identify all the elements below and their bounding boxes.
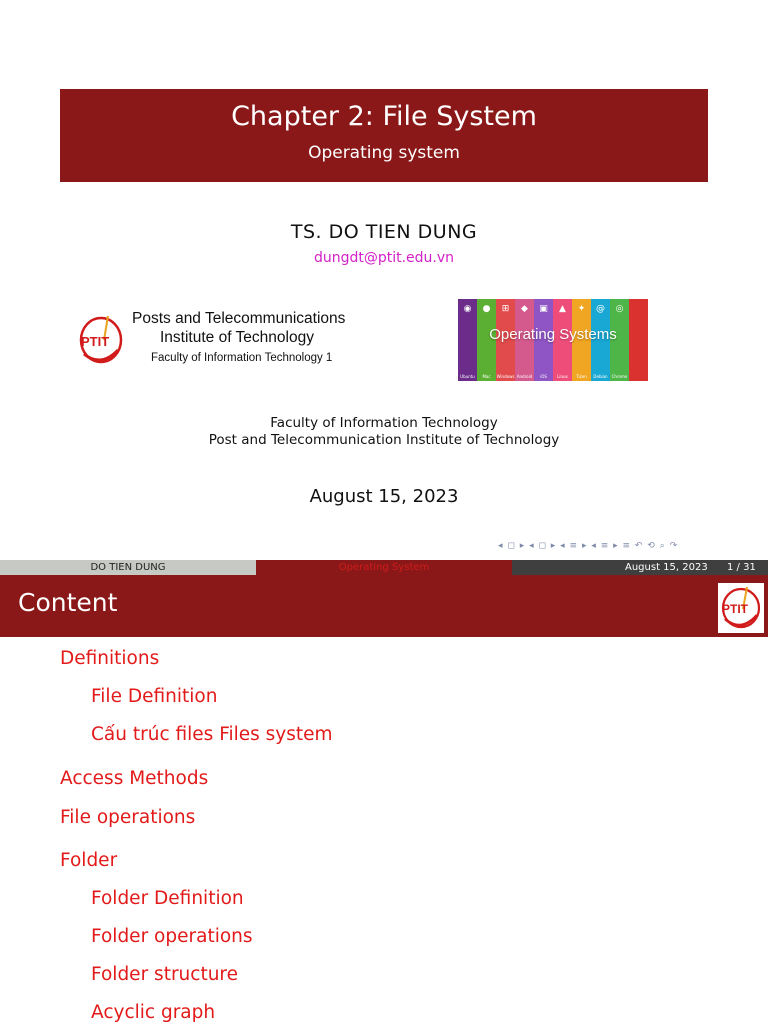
os-stripe: ▣ iOS xyxy=(534,299,553,381)
ios-icon: ▣ xyxy=(539,304,548,314)
author-email[interactable]: dungdt@ptit.edu.vn xyxy=(313,250,455,266)
toc-subsection[interactable]: Cấu trúc files Files system xyxy=(91,724,333,745)
toc-section[interactable]: Access Methods xyxy=(60,768,209,789)
ptit-corner-logo xyxy=(718,583,764,633)
ptit-logo-icon xyxy=(78,310,124,366)
os-stripe: ◉ Ubuntu xyxy=(458,299,477,381)
ptit-logo xyxy=(78,305,368,385)
android-icon: ◆ xyxy=(521,304,528,314)
debian-icon: @ xyxy=(596,304,605,314)
os-stripe: ◆ Android xyxy=(515,299,534,381)
beamer-navigation-icons[interactable]: ◂ ◻ ▸ ◂ ◻ ▸ ◂ ≡ ▸ ◂ ≡ ▸ ≡ ↶ ⟲ ⌕ ↷ xyxy=(498,541,679,551)
footer-page-number: 1 / 31 xyxy=(727,562,756,573)
footer-author: DO TIEN DUNG xyxy=(0,560,256,575)
slide-footer xyxy=(0,560,768,575)
svg-text:PTIT: PTIT xyxy=(81,334,110,349)
chrome-icon: ◎ xyxy=(615,304,624,314)
institution-block xyxy=(0,415,768,449)
frame-title: Content xyxy=(18,588,118,617)
os-stripe: ▲ Linux xyxy=(553,299,572,381)
footer-course: Operating System xyxy=(256,560,512,575)
institution-line2: Post and Telecommunication Institute of Technology xyxy=(208,432,560,448)
linux-icon: ▲ xyxy=(559,304,566,314)
ptit-logo-line3: Faculty of Information Technology 1 xyxy=(151,352,333,364)
presentation-date: August 15, 2023 xyxy=(309,486,459,507)
svg-text:PTIT: PTIT xyxy=(722,602,748,616)
author-name: TS. DO TIEN DUNG xyxy=(290,221,478,243)
frame-title-bar xyxy=(0,575,768,637)
toc-section[interactable]: Folder xyxy=(60,850,118,871)
toc-section[interactable]: File operations xyxy=(60,807,196,828)
toc-subsection[interactable]: Folder Definition xyxy=(91,888,244,909)
operating-systems-title: Operating Systems xyxy=(489,326,617,343)
institution-line1: Faculty of Information Technology xyxy=(270,415,498,431)
os-stripe: ● Mac xyxy=(477,299,496,381)
toc-subsection[interactable]: Folder structure xyxy=(91,964,239,985)
os-stripe: ◎ Chrome xyxy=(610,299,629,381)
ptit-logo-line1: Posts and Telecommunications xyxy=(132,310,346,327)
footer-date-page xyxy=(512,560,768,575)
os-stripe: @ Debian xyxy=(591,299,610,381)
title-block xyxy=(60,89,708,182)
operating-systems-banner xyxy=(458,299,648,381)
windows-icon: ⊞ xyxy=(501,304,510,314)
toc-section[interactable]: Definitions xyxy=(60,648,160,669)
ubuntu-icon: ◉ xyxy=(463,304,472,314)
footer-date: August 15, 2023 xyxy=(625,562,708,573)
content-slide xyxy=(0,575,768,1024)
ptit-logo-line2: Institute of Technology xyxy=(160,329,314,346)
os-stripe: ✦ Tizen xyxy=(572,299,591,381)
toc-subsection[interactable]: Folder operations xyxy=(91,926,253,947)
slide-subtitle: Operating system xyxy=(308,143,460,163)
toc-subsection[interactable]: Acyclic graph xyxy=(91,1002,216,1023)
apple-icon: ● xyxy=(482,304,491,314)
slide-title: Chapter 2: File System xyxy=(231,101,537,132)
os-stripe: ⊞ Windows xyxy=(496,299,515,381)
ptit-logo-icon xyxy=(718,583,764,633)
tizen-icon: ✦ xyxy=(577,304,586,314)
toc-subsection[interactable]: File Definition xyxy=(91,686,218,707)
